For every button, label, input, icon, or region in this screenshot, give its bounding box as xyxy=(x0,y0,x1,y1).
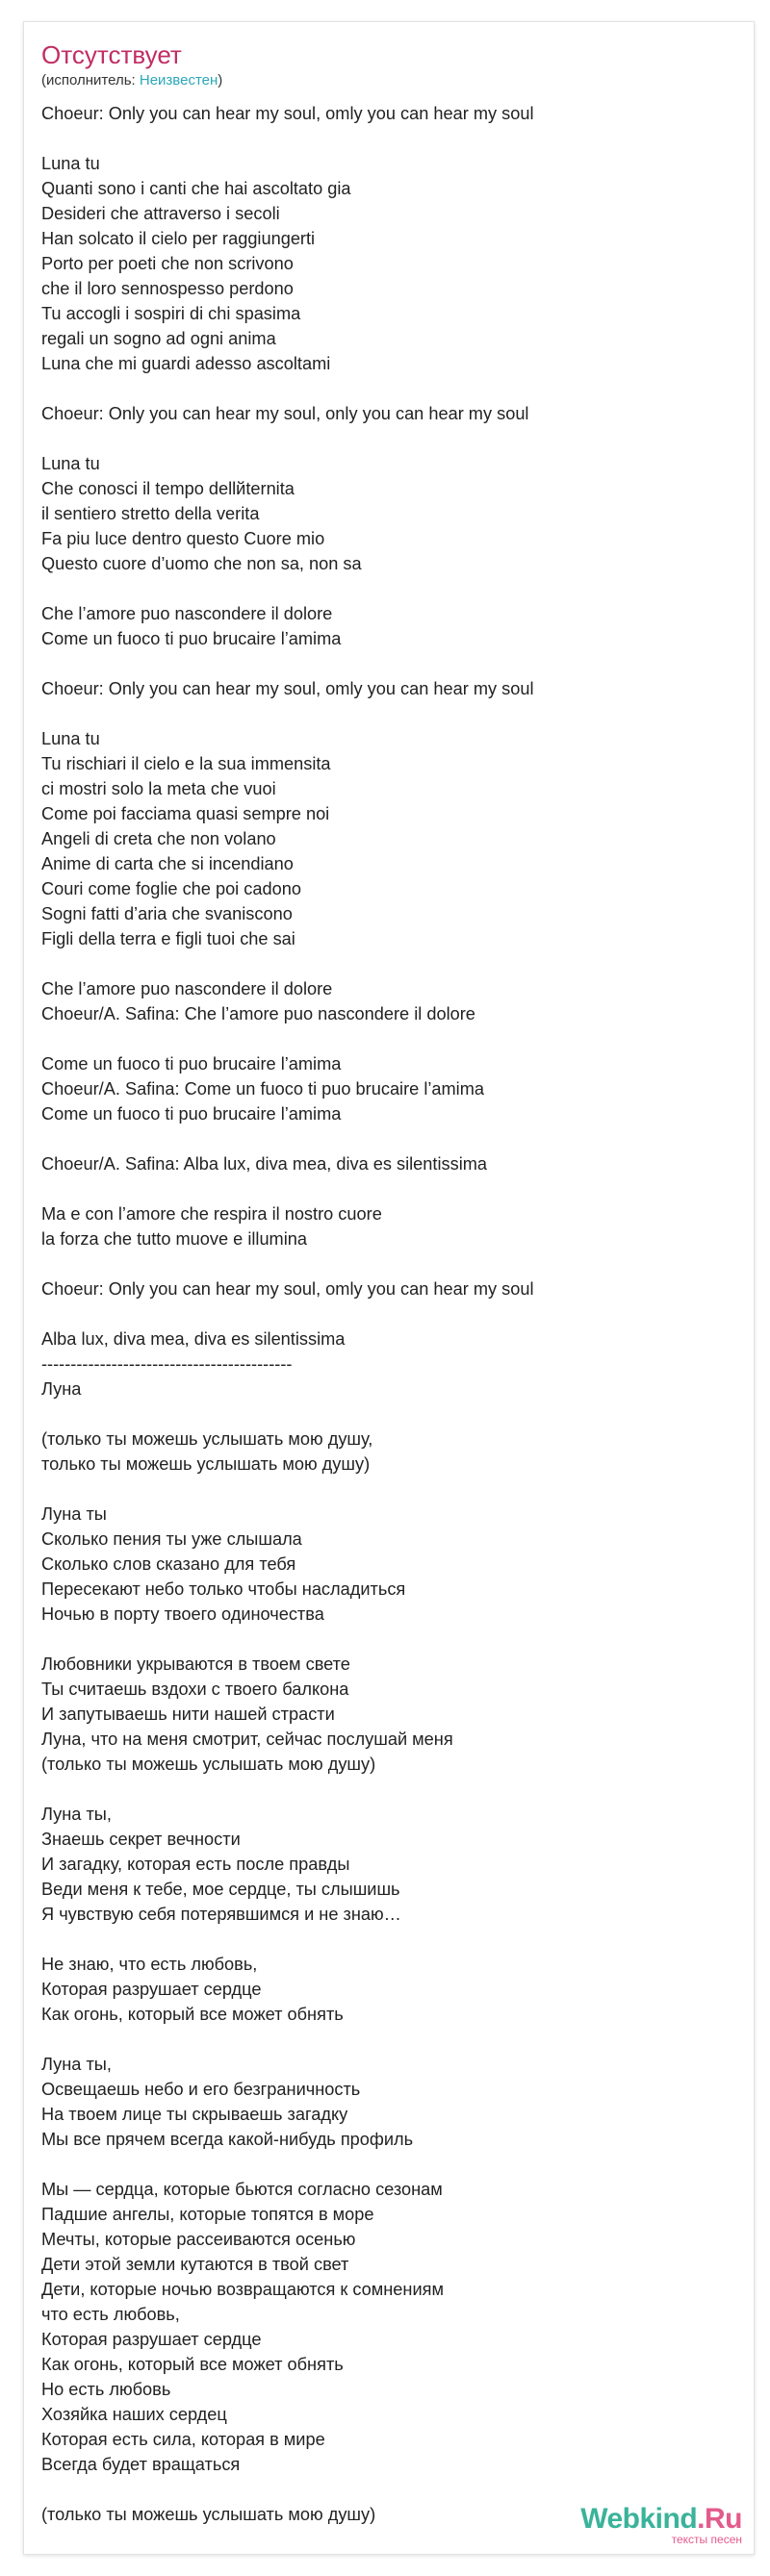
lyric-line: Che l’amore puo nascondere il dolore xyxy=(41,979,333,998)
lyrics-stanza xyxy=(41,601,736,651)
lyric-line: Любовники укрываются в твоем свете xyxy=(41,1654,350,1674)
artist-link[interactable]: Неизвестен xyxy=(139,72,218,88)
artist-byline xyxy=(41,72,736,89)
lyric-line: Веди меня к тебе, мое сердце, ты слышишь xyxy=(41,1880,400,1899)
lyric-line: Han solcato il cielo per raggiungerti xyxy=(41,229,316,248)
logo-tagline: тексты песен xyxy=(671,2533,742,2546)
lyric-line: Quanti sono i canti che hai ascoltato gia xyxy=(41,179,351,198)
lyric-line: il sentiero stretto della verita xyxy=(41,504,260,523)
lyric-line: Come un fuoco ti puo brucaire l’amima xyxy=(41,629,342,648)
lyric-line: Как огонь, который все может обнять xyxy=(41,2355,344,2374)
logo-main: Webkind xyxy=(580,2503,698,2535)
lyrics-stanza xyxy=(41,2177,736,2477)
lyric-line: Couri come foglie che poi cadono xyxy=(41,879,301,898)
lyric-line: Luna che mi guardi adesso ascoltami xyxy=(41,354,331,373)
lyric-line: Освещаешь небо и его безграничность xyxy=(41,2080,361,2099)
lyric-line: regali un sogno ad ogni anima xyxy=(41,329,276,348)
lyric-line: Луна ты, xyxy=(41,2055,112,2074)
lyric-line: Come poi facciama quasi sempre noi xyxy=(41,804,330,823)
lyric-line: (только ты можешь услышать мою душу) xyxy=(41,1755,376,1774)
lyric-line: Porto per poeti che non scrivono xyxy=(41,254,294,273)
lyric-line: Сколько слов сказано для тебя xyxy=(41,1554,296,1574)
lyric-line: Tu accogli i sospiri di chi spasima xyxy=(41,304,301,323)
lyric-line: Che conosci il tempo dellйternita xyxy=(41,479,295,498)
lyric-line: Мы все прячем всегда какой-нибудь профиль xyxy=(41,2130,414,2149)
lyric-line: Мы — сердца, которые бьются согласно сезонам xyxy=(41,2180,443,2199)
lyrics-stanza xyxy=(41,401,736,426)
site-logo[interactable] xyxy=(580,2504,742,2546)
lyric-line: Choeur: Only you can hear my soul, omly you can hear my soul xyxy=(41,1279,534,1299)
lyrics-stanza xyxy=(41,1802,736,1927)
lyrics-stanza xyxy=(41,1427,736,1477)
lyric-line: Не знаю, что есть любовь, xyxy=(41,1955,258,1974)
lyric-line: Choeur: Only you can hear my soul, only you can hear my soul xyxy=(41,404,529,423)
song-title: Отсутствует xyxy=(41,40,182,69)
lyric-line: Ночью в порту твоего одиночества xyxy=(41,1604,324,1624)
song-header xyxy=(41,39,736,89)
lyrics-stanza xyxy=(41,1952,736,2027)
lyric-line: Луна ты, xyxy=(41,1805,112,1824)
lyric-line: Luna tu xyxy=(41,154,100,173)
lyrics-stanza xyxy=(41,1652,736,1777)
lyric-line: Alba lux, diva mea, diva es silentissima xyxy=(41,1329,346,1349)
lyric-line: И загадку, которая есть после правды xyxy=(41,1855,350,1874)
logo-wordmark xyxy=(580,2504,742,2535)
lyrics-stanza xyxy=(41,1276,736,1301)
lyric-line: Come un fuoco ti puo brucaire l’amima xyxy=(41,1104,342,1124)
lyric-line: Choeur/A. Safina: Come un fuoco ti puo brucaire l’amima xyxy=(41,1079,484,1099)
lyric-line: Che l’amore puo nascondere il dolore xyxy=(41,604,333,623)
lyric-line: Questo cuore d’uomo che non sa, non sa xyxy=(41,554,362,573)
lyric-line: Луна, что на меня смотрит, сейчас послушай меня xyxy=(41,1730,453,1749)
lyric-line: (только ты можешь услышать мою душу) xyxy=(41,2505,376,2524)
lyric-line: ci mostri solo la meta che vuoi xyxy=(41,779,276,798)
lyric-line: Всегда будет вращаться xyxy=(41,2455,241,2474)
lyric-line: Которая есть сила, которая в мире xyxy=(41,2430,325,2449)
lyric-line: la forza che tutto muove e illumina xyxy=(41,1229,307,1249)
lyric-line: Которая разрушает сердце xyxy=(41,1980,262,1999)
lyrics-stanza xyxy=(41,101,736,126)
lyrics-stanza xyxy=(41,451,736,576)
lyric-line: Figli della terra e figli tuoi che sai xyxy=(41,929,295,948)
lyric-line: Мечты, которые рассеиваются осенью xyxy=(41,2230,356,2249)
logo-suffix: .Ru xyxy=(697,2503,742,2535)
lyric-line: Sogni fatti d’aria che svaniscono xyxy=(41,904,293,923)
lyric-line: Desideri che attraverso i secoli xyxy=(41,204,280,223)
lyrics-stanza xyxy=(41,1326,736,1402)
lyric-line: Падшие ангелы, которые топятся в море xyxy=(41,2205,374,2224)
lyric-line: ------------------------------------------- xyxy=(41,1354,293,1374)
lyrics-card xyxy=(23,21,755,2555)
lyrics-stanza xyxy=(41,2052,736,2152)
lyric-line: (только ты можешь услышать мою душу, xyxy=(41,1429,373,1449)
lyric-line: Дети, которые ночью возвращаются к сомнениям xyxy=(41,2280,444,2299)
lyrics-stanza xyxy=(41,1502,736,1627)
lyric-line: Хозяйка наших сердец xyxy=(41,2405,227,2424)
lyric-line: На твоем лице ты скрываешь загадку xyxy=(41,2105,348,2124)
lyric-line: Angeli di creta che non volano xyxy=(41,829,276,848)
lyric-line: Знаешь секрет вечности xyxy=(41,1830,241,1849)
lyrics-body xyxy=(41,101,736,2552)
lyric-line: Дети этой земли кутаются в твой свет xyxy=(41,2255,349,2274)
lyric-line: Tu rischiari il cielo e la sua immensita xyxy=(41,754,331,773)
lyric-line: Я чувствую себя потерявшимся и не знаю… xyxy=(41,1905,401,1924)
lyrics-stanza xyxy=(41,151,736,376)
lyric-line: Come un fuoco ti puo brucaire l’amima xyxy=(41,1054,342,1073)
lyric-line: Anime di carta che si incendiano xyxy=(41,854,294,873)
lyric-line: Луна ты xyxy=(41,1504,107,1524)
lyric-line: только ты можешь услышать мою душу) xyxy=(41,1454,371,1474)
lyrics-stanza xyxy=(41,976,736,1026)
lyric-line: Луна xyxy=(41,1379,82,1399)
lyric-line: Choeur/A. Safina: Alba lux, diva mea, diva es silentissima xyxy=(41,1154,487,1174)
lyrics-stanza xyxy=(41,1201,736,1251)
lyric-line: Которая разрушает сердце xyxy=(41,2330,262,2349)
lyrics-stanza xyxy=(41,726,736,951)
byline-suffix: ) xyxy=(218,72,223,88)
lyric-line: Ma e con l’amore che respira il nostro cuore xyxy=(41,1204,382,1224)
lyric-line: Luna tu xyxy=(41,454,100,473)
lyric-line: Как огонь, который все может обнять xyxy=(41,2005,344,2024)
lyrics-stanza xyxy=(41,1151,736,1176)
lyric-line: Choeur: Only you can hear my soul, omly you can hear my soul xyxy=(41,104,534,123)
lyric-line: Но есть любовь xyxy=(41,2380,171,2399)
lyric-line: И запутываешь нити нашей страсти xyxy=(41,1705,335,1724)
lyric-line: что есть любовь, xyxy=(41,2305,180,2324)
lyric-line: Ты считаешь вздохи с твоего балкона xyxy=(41,1679,349,1699)
lyric-line: Пересекают небо только чтобы насладиться xyxy=(41,1579,406,1599)
lyric-line: Сколько пения ты уже слышала xyxy=(41,1529,302,1549)
lyric-line: Choeur/A. Safina: Che l’amore puo nascondere il dolore xyxy=(41,1004,475,1023)
lyric-line: Luna tu xyxy=(41,729,100,748)
byline-prefix: (исполнитель: xyxy=(41,72,140,88)
lyrics-stanza xyxy=(41,1051,736,1126)
lyrics-stanza xyxy=(41,676,736,701)
lyric-line: Choeur: Only you can hear my soul, omly you can hear my soul xyxy=(41,679,534,698)
lyric-line: che il loro sennospesso perdono xyxy=(41,279,294,298)
lyric-line: Fa piu luce dentro questo Cuore mio xyxy=(41,529,325,548)
